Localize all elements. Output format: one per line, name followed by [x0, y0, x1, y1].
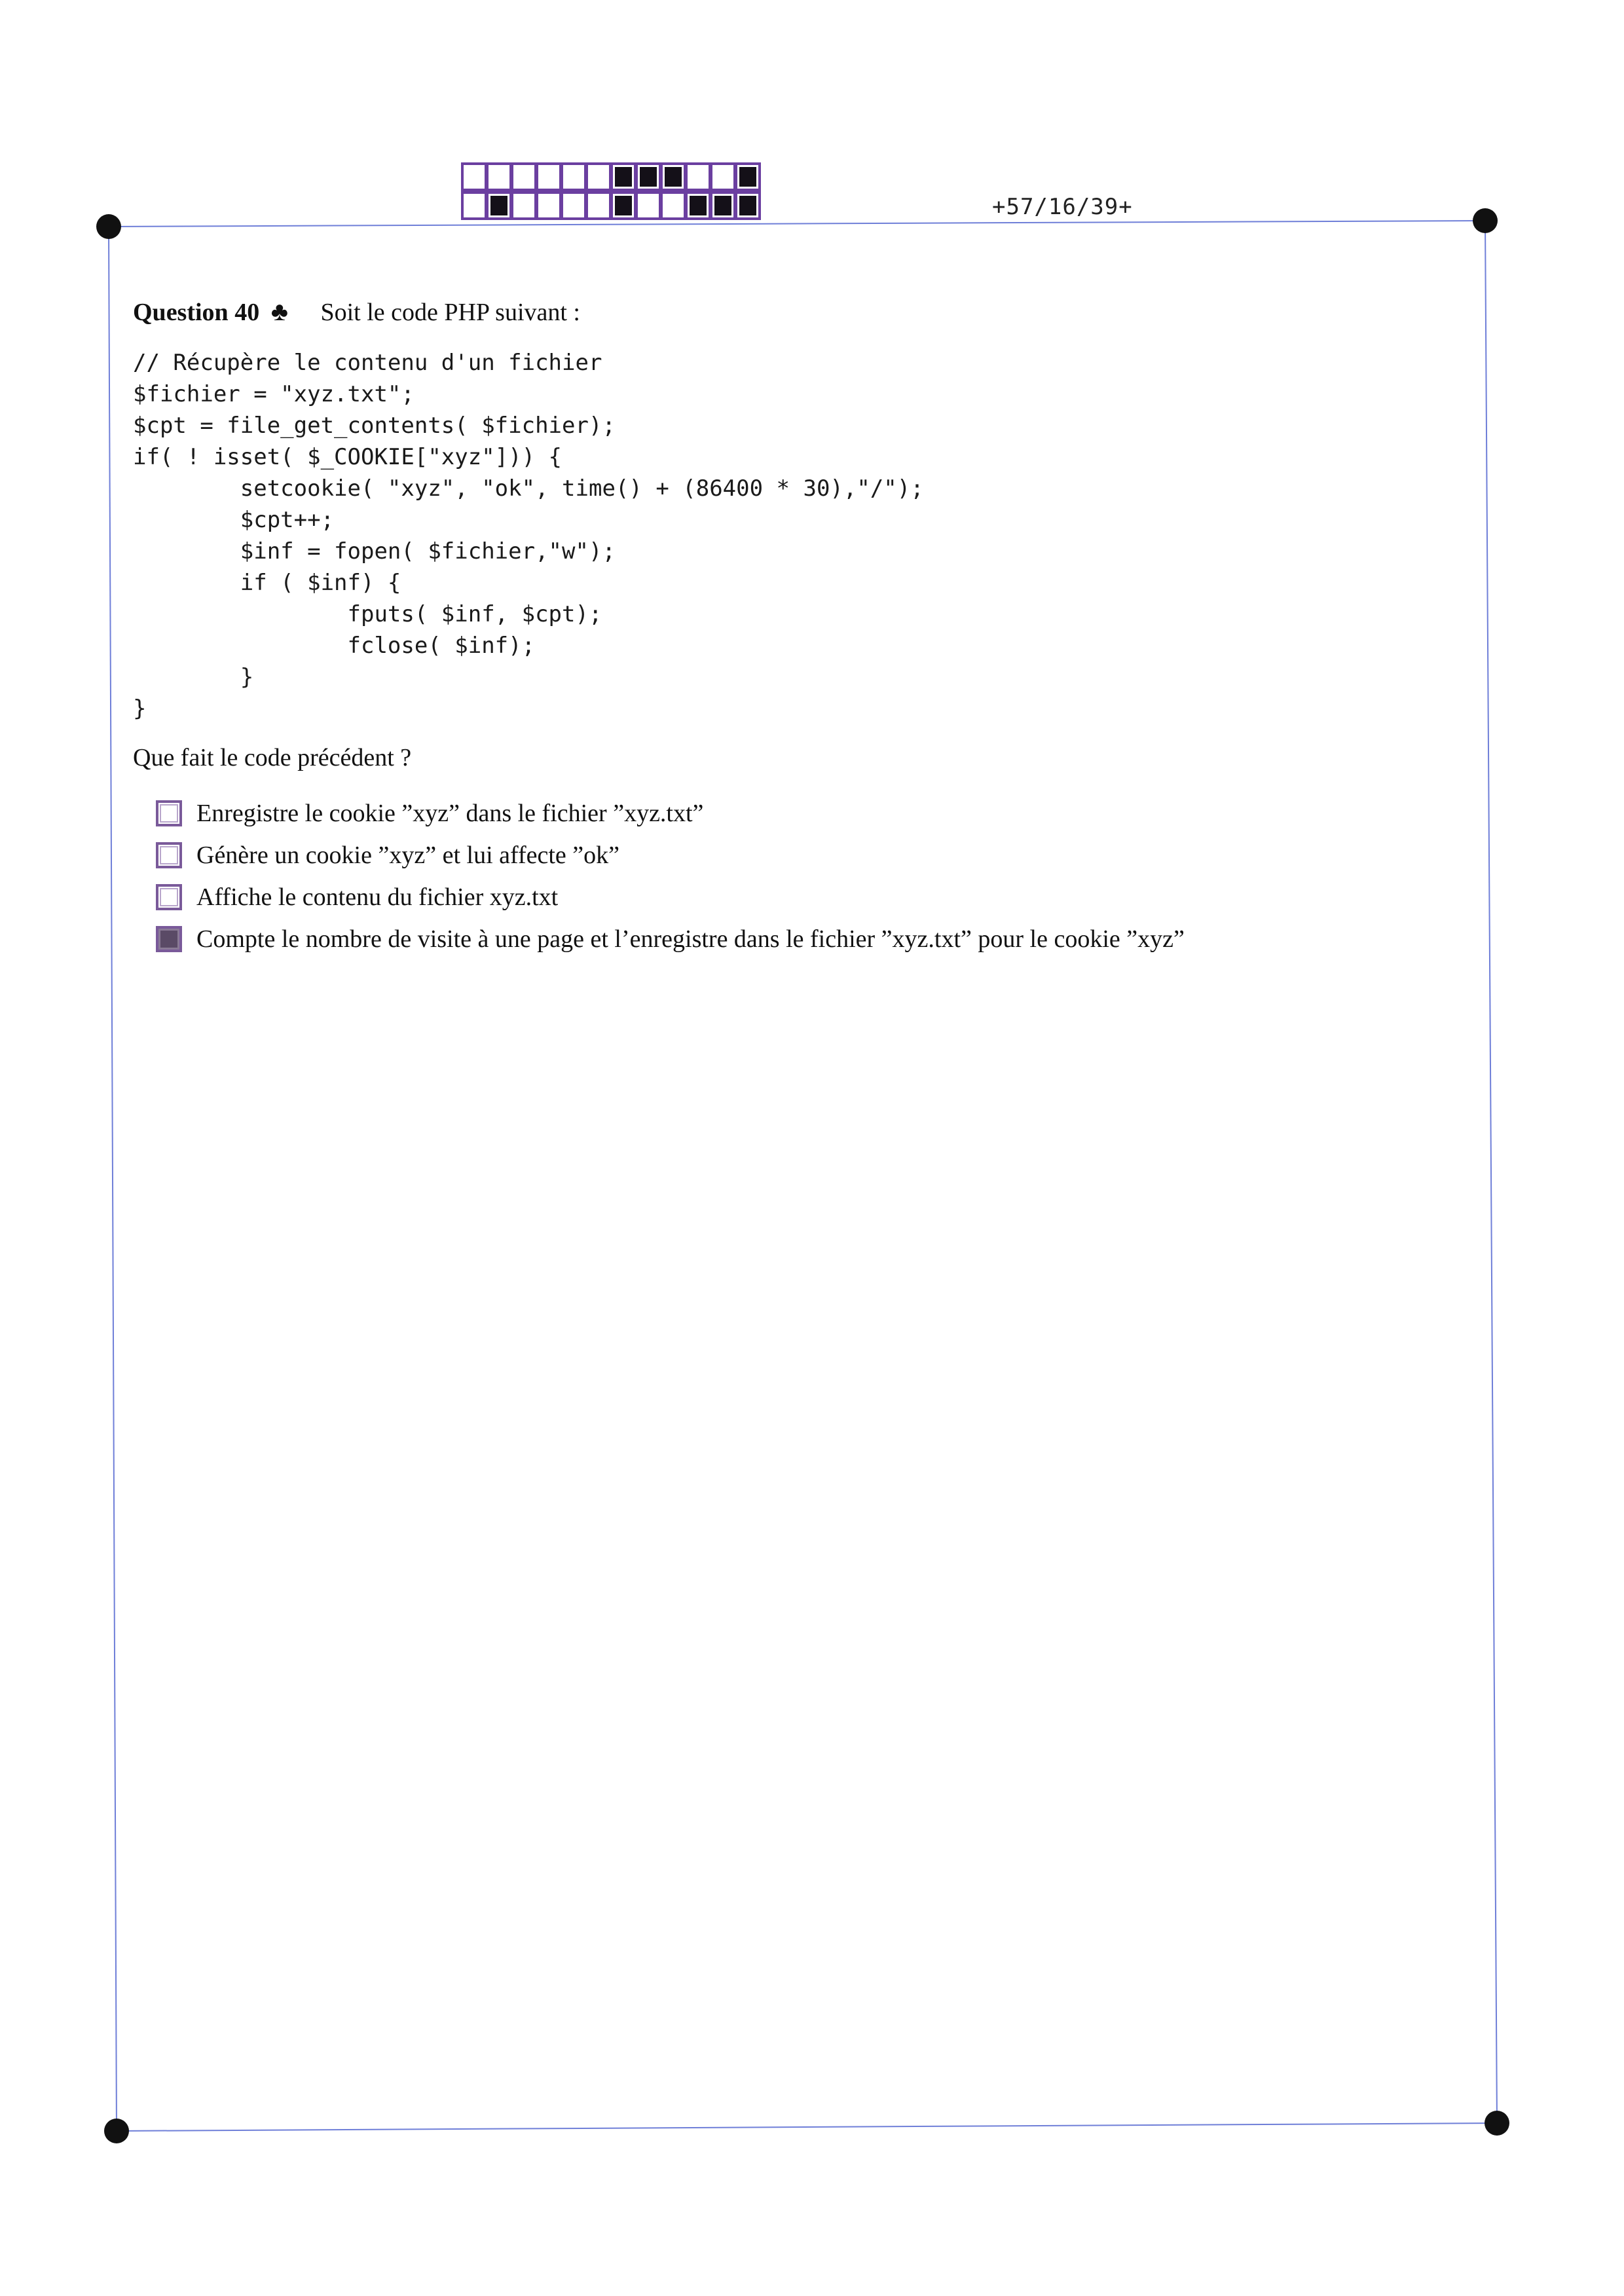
- code-box: [661, 164, 685, 190]
- answer-option[interactable]: [156, 834, 1185, 876]
- code-line: fclose( $inf);: [133, 633, 536, 659]
- code-box: [736, 164, 760, 190]
- answer-checkbox[interactable]: [156, 842, 182, 868]
- answer-checkbox[interactable]: [156, 926, 182, 952]
- code-box-filled: [640, 167, 657, 187]
- code-box: [512, 164, 536, 190]
- code-line: if ( $inf) {: [133, 570, 401, 596]
- answer-label: Affiche le contenu du fichier xyz.txt: [196, 883, 559, 911]
- code-line: $cpt = file_get_contents( $fichier);: [133, 413, 616, 439]
- page-id: +57/16/39+: [992, 194, 1133, 220]
- question-header: [133, 296, 580, 327]
- answer-label: Génère un cookie ”xyz” et lui affecte ”ok”: [196, 842, 619, 869]
- code-box-filled: [739, 167, 756, 187]
- answer-option[interactable]: [156, 876, 1185, 918]
- code-box: [587, 164, 610, 190]
- code-box-filled: [615, 167, 632, 187]
- code-box-filled: [615, 196, 632, 215]
- code-box: [587, 193, 610, 219]
- code-line: }: [133, 664, 254, 690]
- code-box: [512, 193, 536, 219]
- code-line: $cpt++;: [133, 507, 335, 533]
- code-box: [711, 164, 735, 190]
- code-box: [711, 193, 735, 219]
- code-box: [637, 164, 660, 190]
- page-code-row-bottom: [462, 193, 760, 219]
- code-box: [462, 164, 486, 190]
- answer-label: Compte le nombre de visite à une page et l’enregistre dans le fichier ”xyz.txt” pour le cookie ”xyz”: [196, 925, 1185, 953]
- answer-option[interactable]: [156, 918, 1185, 960]
- corner-mark-bottom-left: [104, 2119, 129, 2143]
- code-box: [686, 164, 710, 190]
- code-box: [487, 164, 511, 190]
- answer-option[interactable]: [156, 792, 1185, 834]
- answer-label: Enregistre le cookie ”xyz” dans le fichier ”xyz.txt”: [196, 800, 704, 827]
- code-box-filled: [665, 167, 682, 187]
- code-box: [612, 164, 635, 190]
- question-intro: Soit le code PHP suivant :: [320, 299, 580, 326]
- code-box-filled: [690, 196, 707, 215]
- question-prompt: Que fait le code précédent ?: [133, 744, 412, 771]
- code-box: [637, 193, 660, 219]
- code-box: [537, 164, 561, 190]
- code-line: setcookie( "xyz", "ok", time() + (86400 * 30),"/");: [133, 475, 924, 502]
- code-box-filled: [714, 196, 731, 215]
- code-line: if( ! isset( $_COOKIE["xyz"])) {: [133, 444, 563, 470]
- answer-checkbox[interactable]: [156, 884, 182, 910]
- answer-list: [156, 792, 1185, 960]
- corner-mark-top-left: [96, 214, 121, 239]
- code-line: $inf = fopen( $fichier,"w");: [133, 538, 616, 565]
- answer-checkbox[interactable]: [156, 800, 182, 826]
- club-icon: ♣: [270, 297, 288, 326]
- code-line: // Récupère le contenu d'un fichier: [133, 350, 602, 376]
- code-box: [661, 193, 685, 219]
- code-box: [612, 193, 635, 219]
- page-code-row-top: [462, 164, 760, 190]
- code-line: }: [133, 695, 147, 722]
- question-label: Question 40: [133, 299, 260, 326]
- corner-mark-bottom-right: [1485, 2111, 1509, 2136]
- corner-mark-top-right: [1473, 208, 1498, 233]
- code-box: [537, 193, 561, 219]
- code-box: [736, 193, 760, 219]
- code-line: $fichier = "xyz.txt";: [133, 381, 415, 407]
- code-box: [686, 193, 710, 219]
- code-box-filled: [490, 196, 507, 215]
- code-box: [562, 164, 585, 190]
- code-line: fputs( $inf, $cpt);: [133, 601, 602, 627]
- code-box: [487, 193, 511, 219]
- code-box: [562, 193, 585, 219]
- code-block: [133, 347, 924, 724]
- code-box-filled: [739, 196, 756, 215]
- code-box: [462, 193, 486, 219]
